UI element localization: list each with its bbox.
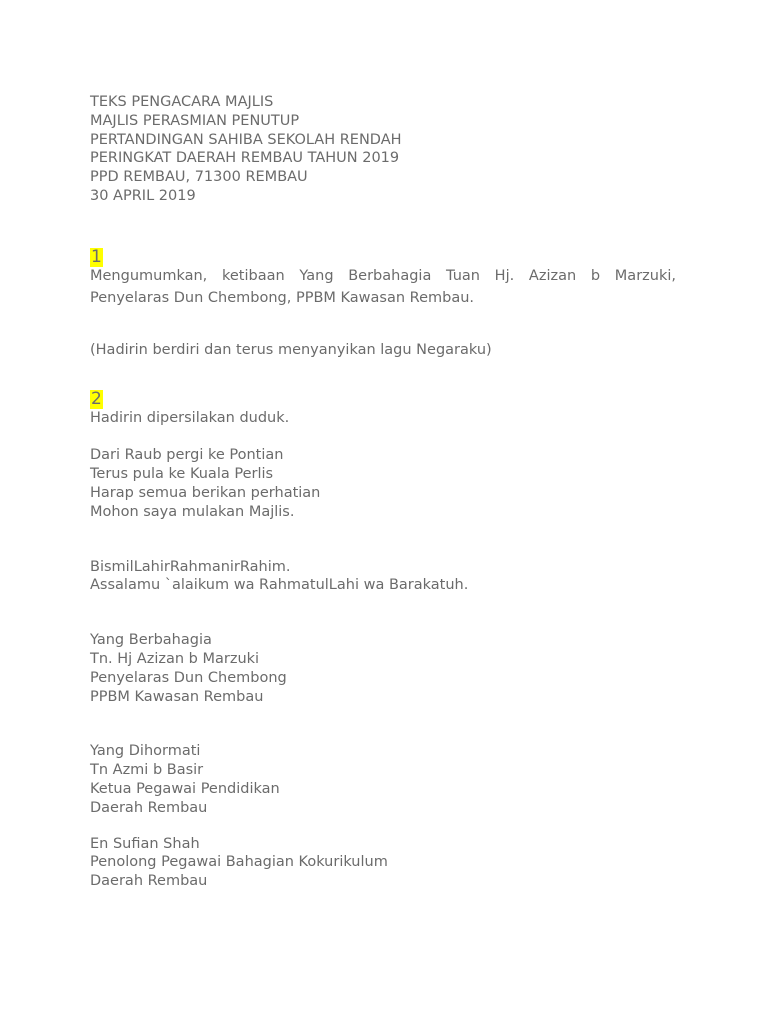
guest-line: Daerah Rembau [90,799,208,816]
document-page [90,93,676,891]
section-number-2: 2 [91,388,102,409]
section-1-announcement: Mengumumkan, ketibaan Yang Berbahagia Tuan Hj. Azizan b Marzuki, Penyelaras Dun Chembong, PPBM Kawasan Rembau. [90,267,676,306]
section-2-seat: Hadirin dipersilakan duduk. [90,409,290,426]
greeting-line: Assalamu `alaikum wa RahmatulLahi wa Barakatuh. [90,577,469,594]
section-1 [90,248,676,360]
pantun-line: Dari Raub pergi ke Pontian [90,447,284,464]
guest-line: Yang Berbahagia [90,632,212,649]
header-date: 30 APRIL 2019 [90,187,196,204]
guest-line: Penolong Pegawai Bahagian Kokurikulum [90,854,388,871]
header-competition: PERTANDINGAN SAHIBA SEKOLAH RENDAH [90,131,402,148]
header-level: PERINGKAT DAERAH REMBAU TAHUN 2019 [90,150,400,167]
header-location: PPD REMBAU, 71300 REMBAU [90,169,308,186]
guest-line: En Sufian Shah [90,835,200,852]
header-title: TEKS PENGACARA MAJLIS [90,94,274,110]
guest-line: Ketua Pegawai Pendidikan [90,780,280,797]
guest-block-3 [90,835,676,891]
document-header [90,93,676,206]
greeting-line: BismilLahirRahmanirRahim. [90,558,291,575]
guest-line: PPBM Kawasan Rembau [90,688,264,705]
guest-block-2 [90,742,676,817]
greeting-block [90,558,676,596]
guest-block-1 [90,631,676,706]
section-1-instruction: (Hadirin berdiri dan terus menyanyikan lagu Negaraku) [90,341,492,358]
section-2 [90,390,676,891]
pantun-line: Mohon saya mulakan Majlis. [90,503,295,520]
guest-line: Tn. Hj Azizan b Marzuki [90,650,260,667]
guest-line: Tn Azmi b Basir [90,762,204,779]
pantun-block [90,446,676,521]
guest-line: Daerah Rembau [90,873,208,890]
pantun-line: Harap semua berikan perhatian [90,484,321,501]
header-event: MAJLIS PERASMIAN PENUTUP [90,112,300,129]
pantun-line: Terus pula ke Kuala Perlis [90,466,274,483]
guest-line: Yang Dihormati [90,743,201,760]
guest-line: Penyelaras Dun Chembong [90,669,287,686]
section-number-1: 1 [91,246,102,267]
